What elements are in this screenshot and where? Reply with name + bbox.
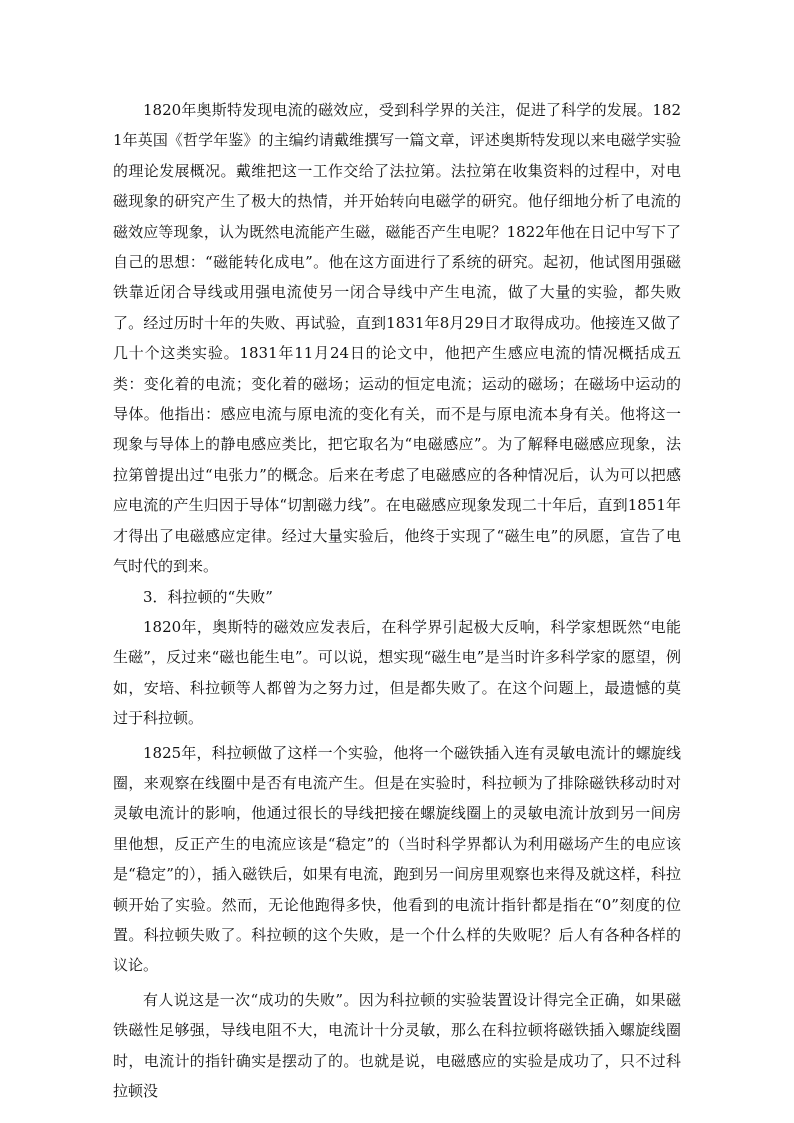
document-body	[113, 95, 681, 1106]
paragraph-successful-failure: 有人说这是一次“成功的失败”。因为科拉顿的实验装置设计得完全正确，如果磁铁磁性足够强，导线电阻不大，电流计十分灵敏，那么在科拉顿将磁铁插入螺旋线圈时，电流计的指针确实是摆动了的。也就是说，电磁感应的实验是成功了，只不过科拉顿没	[113, 990, 681, 1100]
section-heading-colladon-failure: 3．科拉顿的“失败”	[143, 587, 273, 606]
paragraph-oersted-reaction: 1820年，奥斯特的磁效应发表后，在科学界引起极大反响，科学家想既然“电能生磁”，反过来“磁也能生电”。可以说，想实现“磁生电”是当时许多科学家的愿望，例如，安培、科拉顿等人都曾为之努力过，但是都失败了。在这个问题上，最遗憾的莫过于科拉顿。	[113, 617, 681, 728]
paragraph-colladon-experiment: 1825年，科拉顿做了这样一个实验，他将一个磁铁插入连有灵敏电流计的螺旋线圈，来观察在线圈中是否有电流产生。但是在实验时，科拉顿为了排除磁铁移动时对灵敏电流计的影响，他通过很长的导线把接在螺旋线圈上的灵敏电流计放到另一间房里他想，反正产生的电流应该是“稳定”的（当时科学界都认为利用磁场产生的电应该是“稳定”的），插入磁铁后，如果有电流，跑到另一间房里观察也来得及就这样，科拉顿开始了实验。然而，无论他跑得多快，他看到的电流计指针都是指在“0”刻度的位置。科拉顿失败了。科拉顿的这个失败，是一个什么样的失败呢？后人有各种各样的议论。	[113, 743, 681, 975]
paragraph-faraday-discovery: 1820年奥斯特发现电流的磁效应，受到科学界的关注，促进了科学的发展。1821年英国《哲学年鉴》的主编约请戴维撰写一篇文章，评述奥斯特发现以来电磁学实验的理论发展概况。戴维把这一工作交给了法拉第。法拉第在收集资料的过程中，对电磁现象的研究产生了极大的热情，并开始转向电磁学的研究。他仔细地分析了电流的磁效应等现象，认为既然电流能产生磁，磁能否产生电呢？1822年他在日记中写下了自己的思想：“磁能转化成电”。他在这方面进行了系统的研究。起初，他试图用强磁铁靠近闭合导线或用强电流使另一闭合导线中产生电流，做了大量的实验，都失败了。经过历时十年的失败、再试验，直到1831年8月29日才取得成功。他接连又做了几十个这类实验。1831年11月24日的论文中，他把产生感应电流的情况概括成五类：变化着的电流；变化着的磁场；运动的恒定电流；运动的磁场；在磁场中运动的导体。他指出：感应电流与原电流的变化有关，而不是与原电流本身有关。他将这一现象与导体上的静电感应类比，把它取名为“电磁感应”。为了解释电磁感应现象，法拉第曾提出过“电张力”的概念。后来在考虑了电磁感应的各种情况后，认为可以把感应电流的产生归因于导体“切割磁力线”。在电磁感应现象发现二十年后，直到1851年才得出了电磁感应定律。经过大量实验后，他终于实现了“磁生电”的夙愿，宣告了电气时代的到来。	[113, 101, 681, 576]
